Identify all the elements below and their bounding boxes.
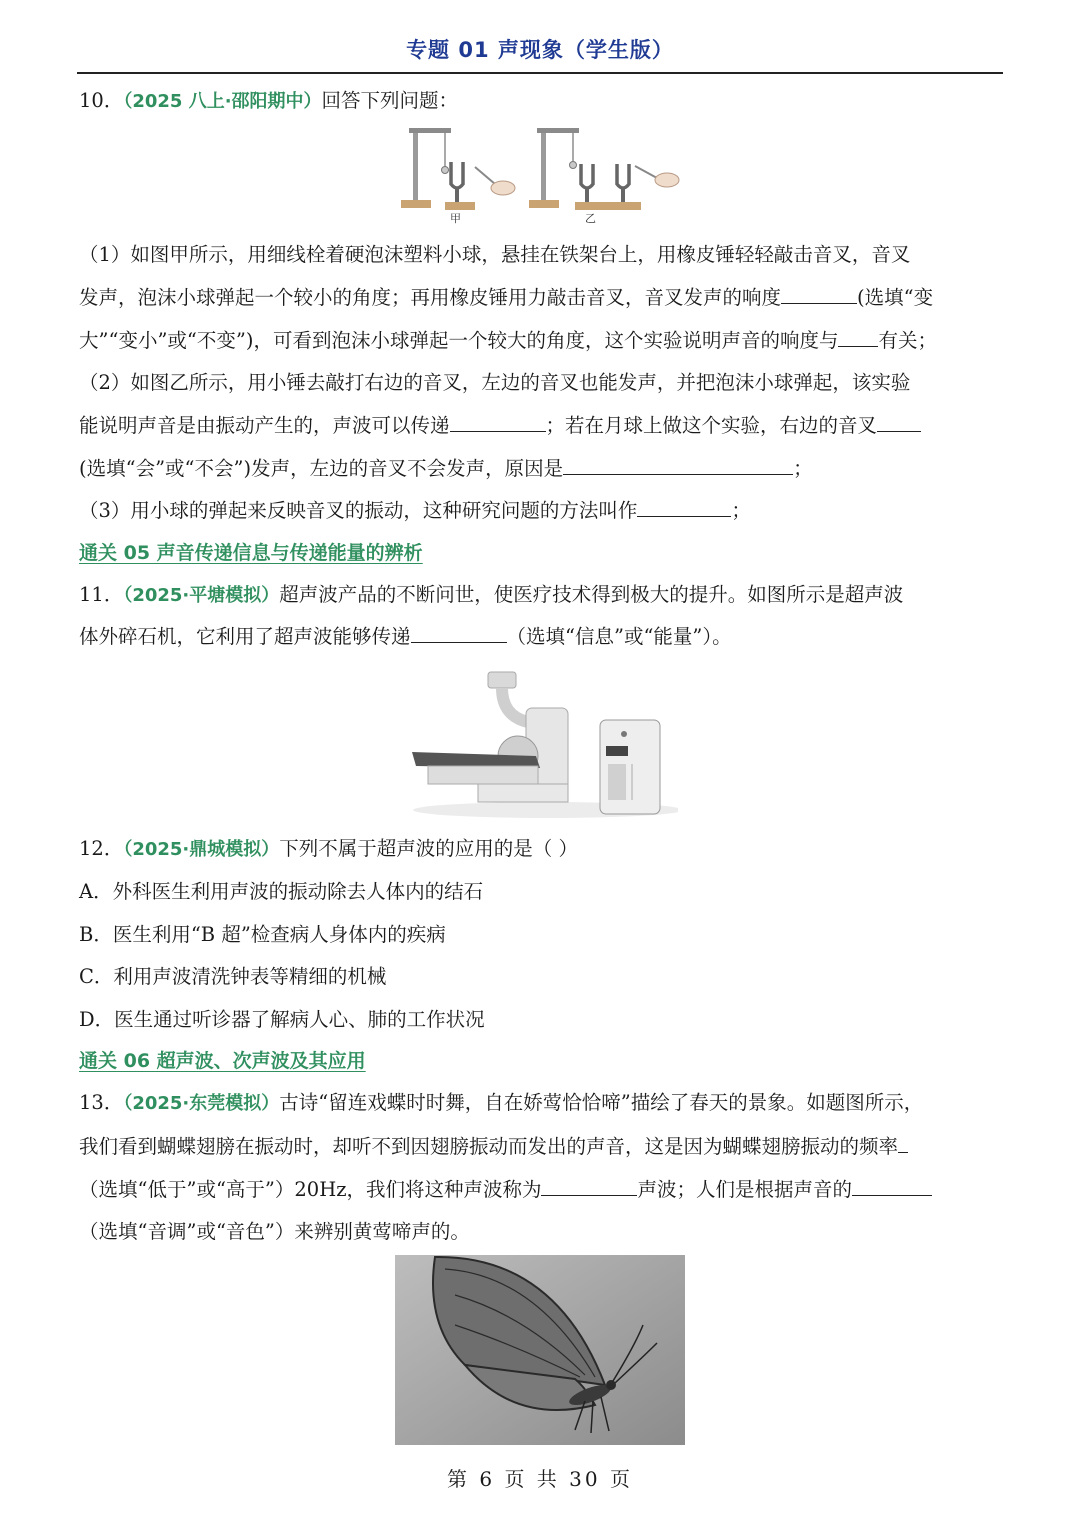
page-number-footer: 第 6 页 共 30 页	[447, 1467, 633, 1491]
q13-source: （2025·东莞模拟）	[123, 1093, 280, 1114]
q10-stem	[79, 88, 1003, 115]
tuning-fork-figure	[395, 122, 695, 228]
q13-line4: （选填“音调”或“音色”）来辨别黄莺啼声的。	[79, 1220, 470, 1243]
q10-p3-text: （3）用小球的弹起来反映音叉的振动，这种研究问题的方法叫作	[79, 499, 638, 522]
q10-stem-text: 回答下列问题：	[321, 89, 459, 112]
stand-jia	[401, 128, 451, 208]
butterfly-figure	[395, 1255, 685, 1445]
figure-label-jia: 甲	[450, 212, 461, 225]
q12-source: （2025·鼎城模拟）	[123, 839, 280, 860]
q10-p2-line3-text: (选填“会”或“不会”)发声，左边的音叉不会发声，原因是	[79, 457, 564, 480]
q10-p1-line3-end: 有关；	[878, 329, 937, 352]
q11-line2-text: 体外碎石机，它利用了超声波能够传递	[79, 625, 411, 648]
q10-p3-line1	[79, 498, 1003, 524]
q13-line2	[79, 1134, 1003, 1160]
q11-number: 11．	[79, 583, 124, 606]
q11-source: （2025·平塘模拟）	[123, 585, 280, 606]
q10-p2-line3	[79, 456, 1003, 482]
q10-p2-line2-text2: ；若在月球上做这个实验，右边的音叉	[545, 414, 878, 437]
q10-p1-line3	[79, 328, 1003, 354]
answer-blank[interactable]	[852, 1177, 932, 1196]
q10-p1-line2-hint: (选填“变	[857, 286, 934, 309]
answer-blank[interactable]	[411, 624, 507, 643]
section-05-title: 通关 05 声音传递信息与传递能量的辨析	[79, 542, 423, 564]
answer-blank[interactable]	[898, 1134, 908, 1153]
answer-blank[interactable]	[450, 413, 546, 432]
q10-p1-line2-text: 发声，泡沫小球弹起一个较小的角度；再用橡皮锤用力敲击音叉，音叉发声的响度	[79, 286, 782, 309]
q10-p3-end: ；	[731, 499, 751, 522]
q10-p2-line3-end: ；	[793, 457, 813, 480]
q10-p2-line2-text: 能说明声音是由振动产生的，声波可以传递	[79, 414, 450, 437]
lithotripter-figure	[408, 660, 678, 820]
q10-p2-line2	[79, 413, 1003, 439]
answer-blank[interactable]	[637, 498, 731, 517]
q10-p1-line1: （1）如图甲所示，用细线栓着硬泡沫塑料小球，悬挂在铁架台上，用橡皮锤轻轻敲击音叉，音叉	[79, 243, 911, 266]
figure-label-yi: 乙	[585, 212, 596, 225]
answer-blank[interactable]	[838, 328, 878, 347]
q12-option-b[interactable]: B．医生利用“B 超”检查病人身体内的疾病	[79, 923, 446, 946]
answer-blank[interactable]	[877, 413, 921, 432]
q12-stem-text: 下列不属于超声波的应用的是（ ）	[279, 837, 578, 860]
stand-yi	[529, 128, 579, 208]
q11-line1-text: 超声波产品的不断问世，使医疗技术得到极大的提升。如图所示是超声波	[279, 583, 904, 606]
q13-line1-text: 古诗“留连戏蝶时时舞，自在娇莺恰恰啼”描绘了春天的景象。如题图所示，	[279, 1091, 924, 1114]
q13-line2-text: 我们看到蝴蝶翅膀在振动时，却听不到因翅膀振动而发出的声音，这是因为蝴蝶翅膀振动的频率	[79, 1135, 899, 1158]
section-05-heading	[79, 540, 1003, 566]
answer-blank[interactable]	[781, 285, 857, 304]
q10-p1-line3-text: 大”“变小”或“不变”)，可看到泡沫小球弹起一个较大的角度，这个实验说明声音的响度与	[79, 329, 839, 352]
q13-line3-text: （选填“低于”或“高于”）20Hz，我们将这种声波称为	[79, 1178, 542, 1201]
q13-line3	[79, 1177, 1003, 1203]
q12-option-c[interactable]: C．利用声波清洗钟表等精细的机械	[79, 965, 387, 988]
q13-line1	[79, 1090, 1003, 1117]
tuning-forks-yi	[575, 164, 679, 210]
q10-p2-line1: （2）如图乙所示，用小锤去敲打右边的音叉，左边的音叉也能发声，并把泡沫小球弹起，该实验	[79, 371, 911, 394]
q10-source: （2025 八上·邵阳期中）	[123, 91, 322, 112]
q10-p1-line2	[79, 285, 1003, 311]
q11-line2	[79, 624, 1003, 650]
page-header-title: 专题 01 声现象（学生版）	[406, 38, 674, 62]
answer-blank[interactable]	[563, 456, 793, 475]
section-06-title: 通关 06 超声波、次声波及其应用	[79, 1050, 366, 1072]
q13-line3-text2: 声波；人们是根据声音的	[637, 1178, 852, 1201]
tuning-fork-jia	[445, 162, 515, 210]
q13-number: 13．	[79, 1091, 124, 1114]
q10-number: 10．	[79, 89, 124, 112]
section-06-heading	[79, 1048, 1003, 1074]
q11-line2-hint: （选填“信息”或“能量”）。	[506, 625, 732, 648]
q12-stem	[79, 836, 1003, 863]
answer-blank[interactable]	[541, 1177, 637, 1196]
q12-option-d[interactable]: D．医生通过听诊器了解病人心、肺的工作状况	[79, 1008, 485, 1031]
q12-option-a[interactable]: A．外科医生利用声波的振动除去人体内的结石	[79, 880, 484, 903]
header-divider	[77, 72, 1003, 74]
q12-number: 12．	[79, 837, 124, 860]
q11-line1	[79, 582, 1003, 609]
